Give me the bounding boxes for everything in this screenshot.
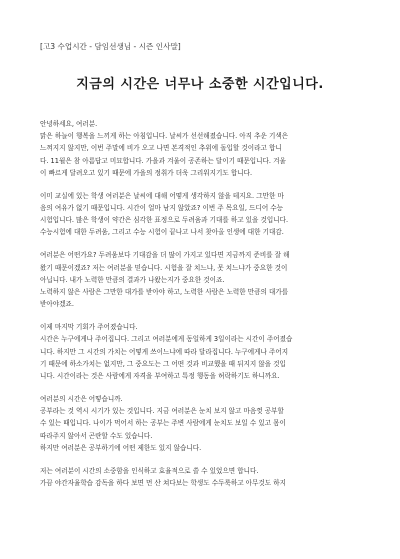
page-title: 지금의 시간은 너무나 소중한 시간입니다. [76,77,324,92]
text-line: 수 있는 때입니다. 나이가 먹어서 하는 공부는 주변 사람에게 눈치도 보일 수 있고 몸이 [40,419,286,428]
text-line: 음의 여유가 없기 때문입니다. 시간이 얼마 남지 않았죠? 이번 주 목요일, 드디어 수능 [40,204,284,213]
text-line: 시간은 누구에게나 주어집니다. 그리고 여러분에게 동일하게 3일이라는 시간이 주어졌습 [40,335,293,344]
text-line: 저는 여러분이 시간의 소중함을 인식하고 효율적으로 쓸 수 있었으면 합니다. [40,466,259,475]
text-line: 다. 11월은 참 아름답고 미묘합니다. 가을과 겨울이 공존하는 달이기 때문입니다. 겨울 [40,156,286,165]
paragraph [40,190,360,239]
text-line: 따라주지 않아서 곤란할 수도 있습니다. [40,431,153,440]
text-line: 기 때문에 하소가치는 없지만, 그 중요도는 그 어떤 것과 비교했을 때 뒤지지 않을 것입 [40,359,286,368]
text-line: 시험입니다. 많은 학생이 약간은 심각한 표정으로 두려움과 기대를 하고 있을 것입니다. [40,216,289,225]
text-line: 노력하지 않은 사람은 그만한 대가를 받아야 하고, 노력한 사람은 노력한 만큼의 대가를 [40,288,289,297]
paragraph [40,321,360,382]
text-line: 니다. 시간이라는 것은 사람에게 자격을 부여하고 특정 행동을 허락하기도 하니까요. [40,372,280,381]
text-line: 가끔 야간자율학습 감독을 하다 보면 먼 산 쳐다보는 학생도 수두룩하고 아무것도 하지 [40,479,286,488]
text-line: 맑은 하늘이 행복을 느끼게 하는 아침입니다. 날씨가 선선해졌습니다. 아직 추운 기색은 [40,132,289,141]
text-line: 이제 마지막 기회가 주어졌습니다. [40,323,138,332]
text-line: 왔기 때문이겠죠? 저는 여러분을 믿습니다. 시험을 잘 치느냐, 못 치느냐가 중요한 것이 [40,263,288,272]
text-line: 하지만 여러분은 공부하기에 어떤 제한도 있지 않습니다. [40,443,202,452]
text-line: 니다. 하지만 그 시간의 가치는 어떻게 쓰이느냐에 따라 달라집니다. 누구에게나 주어지 [40,347,289,356]
text-line: 느껴지지 않지만, 이번 주말에 비가 오고 나면 본격적인 추위에 돌입할 것이라고 합니 [40,144,282,153]
text-line: 여러분은 어떤가요? 두려움보다 기대감을 더 많이 가지고 있다면 지금까지 준비를 잘 해 [40,251,290,260]
text-line: 받아야겠죠. [40,300,74,309]
paragraph [40,118,360,179]
text-line: 수능시험에 대한 두려움, 그리고 수능 시험이 끝나고 나서 찾아올 인생에 대한 기대감. [40,228,284,237]
text-line: 이미 교실에 있는 학생 여러분은 날씨에 대해 어떻게 생각하지 않을 테지요. 그만한 마 [40,191,284,200]
header-tag: [고3 수업시간 - 담임선생님 - 시즌 인사말] [40,42,181,51]
paragraph [40,393,360,454]
text-line: 아닙니다. 내가 노력한 만큼의 결과가 나왔는지가 중요한 것이죠. [40,275,225,284]
text-line: 이 빠르게 달려오고 있기 때문에 가을의 정취가 더욱 그리워지기도 합니다. [40,168,253,177]
text-line: 안녕하세요, 여러분. [40,120,98,128]
paragraph [40,249,360,310]
paragraph [40,465,360,489]
text-line: 공부라는 것 역시 시기가 있는 것입니다. 지금 여러분은 눈치 보지 않고 마음껏 공부할 [40,407,284,416]
document-body [40,118,360,489]
text-line: 여러분의 시간은 어떻습니까. [40,395,123,404]
